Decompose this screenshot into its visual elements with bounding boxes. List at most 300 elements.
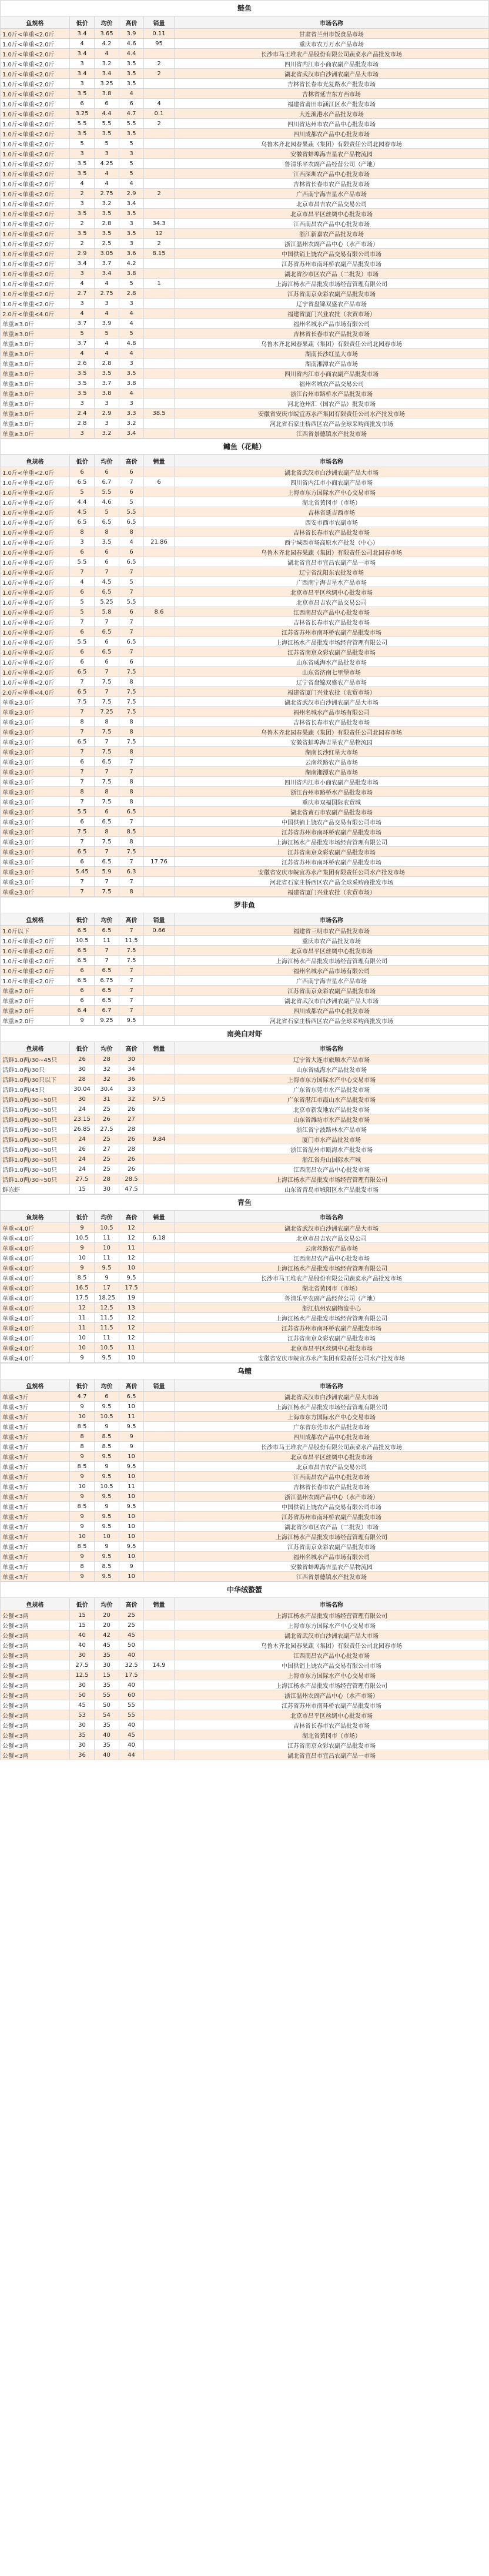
value-cell bbox=[144, 1174, 175, 1184]
value-cell bbox=[144, 1184, 175, 1194]
value-cell: 3.5 bbox=[119, 59, 144, 69]
table-row bbox=[1, 1253, 489, 1263]
value-cell bbox=[144, 1293, 175, 1303]
value-cell: 8.5 bbox=[95, 1562, 119, 1572]
market-cell: 吉林省长春市光复路水产批发市场 bbox=[175, 79, 489, 89]
market-cell: 广西南宁海吉星水产品市场 bbox=[175, 189, 489, 199]
value-cell: 8.5 bbox=[70, 1422, 95, 1432]
value-cell: 10 bbox=[70, 1253, 95, 1263]
column-header: 高价 bbox=[119, 455, 144, 467]
value-cell: 4 bbox=[119, 349, 144, 359]
value-cell: 50 bbox=[95, 1700, 119, 1710]
spec-cell: 单重≥3.0斤 bbox=[1, 757, 70, 767]
value-cell: 5.8 bbox=[95, 607, 119, 617]
spec-cell: 活鲜1.0两/45只 bbox=[1, 1084, 70, 1094]
value-cell: 7.5 bbox=[119, 956, 144, 966]
spec-cell: 单重≥3.0斤 bbox=[1, 877, 70, 887]
value-cell: 3.8 bbox=[95, 388, 119, 398]
value-cell: 3.5 bbox=[95, 209, 119, 219]
value-cell: 8 bbox=[95, 827, 119, 837]
table-row bbox=[1, 1353, 489, 1363]
spec-cell: 1.0斤<单重<2.0斤 bbox=[1, 59, 70, 69]
value-cell: 9 bbox=[119, 1432, 144, 1442]
market-cell: 四川省内江市小商农副产品批发市场 bbox=[175, 59, 489, 69]
value-cell bbox=[144, 557, 175, 567]
value-cell bbox=[144, 1144, 175, 1154]
market-cell: 上海江杨水产品批发市场经营管理有限公司 bbox=[175, 1174, 489, 1184]
table-row bbox=[1, 1562, 489, 1572]
table-row bbox=[1, 1660, 489, 1670]
market-cell: 河北省石家庄桥西区农产品全球采购商批发市场 bbox=[175, 418, 489, 428]
market-cell: 鲁清乐平农副产品经营公司（产地） bbox=[175, 1293, 489, 1303]
spec-cell: 1.0斤<单重<2.0斤 bbox=[1, 119, 70, 129]
table-row bbox=[1, 1243, 489, 1253]
value-cell: 6 bbox=[119, 467, 144, 477]
table-row bbox=[1, 857, 489, 867]
value-cell: 35 bbox=[95, 1650, 119, 1660]
market-cell: 吉林省长春市农产品批发市场 bbox=[175, 329, 489, 339]
spec-cell: 单重≥3.0斤 bbox=[1, 767, 70, 777]
column-header: 均价 bbox=[95, 16, 119, 29]
value-cell: 11 bbox=[119, 1412, 144, 1422]
value-cell: 31 bbox=[95, 1094, 119, 1104]
spec-cell: 1.0斤<单重<2.0斤 bbox=[1, 159, 70, 169]
value-cell: 4 bbox=[95, 279, 119, 289]
value-cell: 8.5 bbox=[95, 1442, 119, 1452]
market-cell: 福州名城水产品市场有限公司 bbox=[175, 966, 489, 976]
value-cell: 8 bbox=[119, 527, 144, 537]
spec-cell: 1.0斤<单重<2.0斤 bbox=[1, 517, 70, 527]
value-cell: 50 bbox=[70, 1690, 95, 1700]
value-cell: 3.65 bbox=[95, 29, 119, 39]
value-cell: 30 bbox=[70, 1740, 95, 1750]
value-cell: 9.5 bbox=[95, 1263, 119, 1273]
value-cell: 3.5 bbox=[70, 378, 95, 388]
value-cell: 8.5 bbox=[95, 1432, 119, 1442]
value-cell: 10 bbox=[119, 1492, 144, 1502]
value-cell bbox=[144, 179, 175, 189]
value-cell: 35 bbox=[70, 1730, 95, 1740]
value-cell bbox=[144, 1572, 175, 1582]
value-cell: 9 bbox=[119, 1562, 144, 1572]
value-cell: 15 bbox=[70, 1184, 95, 1194]
value-cell: 27.5 bbox=[95, 1124, 119, 1134]
value-cell bbox=[144, 717, 175, 727]
spec-cell: 公蟹<3两 bbox=[1, 1680, 70, 1690]
value-cell: 9 bbox=[70, 1353, 95, 1363]
spec-cell: 单重≥3.0斤 bbox=[1, 378, 70, 388]
value-cell: 40 bbox=[95, 1750, 119, 1760]
spec-cell: 单重<3斤 bbox=[1, 1492, 70, 1502]
spec-cell: 1.0斤<单重<2.0斤 bbox=[1, 209, 70, 219]
price-table bbox=[0, 1597, 489, 1760]
value-cell: 9.5 bbox=[95, 1472, 119, 1482]
spec-cell: 单重<3斤 bbox=[1, 1502, 70, 1512]
value-cell bbox=[144, 1016, 175, 1026]
spec-cell: 单重≥4.0斤 bbox=[1, 1353, 70, 1363]
table-row bbox=[1, 1006, 489, 1016]
table-row bbox=[1, 787, 489, 797]
value-cell: 3.5 bbox=[95, 229, 119, 239]
table-row bbox=[1, 1084, 489, 1094]
value-cell: 14.9 bbox=[144, 1660, 175, 1670]
market-cell: 乌鲁木齐北园春果蔬（集团）有限责任公司北园春市场 bbox=[175, 139, 489, 149]
value-cell: 4.8 bbox=[119, 339, 144, 349]
value-cell bbox=[144, 259, 175, 269]
table-row bbox=[1, 956, 489, 966]
value-cell: 7.5 bbox=[119, 667, 144, 677]
value-cell: 3.05 bbox=[95, 249, 119, 259]
spec-cell: 单重<3斤 bbox=[1, 1512, 70, 1522]
value-cell: 3.5 bbox=[70, 209, 95, 219]
value-cell: 5 bbox=[119, 159, 144, 169]
value-cell: 6 bbox=[70, 857, 95, 867]
spec-cell: 单重<3斤 bbox=[1, 1392, 70, 1402]
value-cell: 6 bbox=[119, 99, 144, 109]
value-cell: 7 bbox=[70, 887, 95, 897]
value-cell: 4.4 bbox=[119, 49, 144, 59]
value-cell: 2.5 bbox=[95, 239, 119, 249]
market-cell: 安徽省安庆市皖宜苏水产集团有限责任公司水产批发市场 bbox=[175, 408, 489, 418]
value-cell: 11 bbox=[119, 1343, 144, 1353]
value-cell: 11.5 bbox=[95, 1313, 119, 1323]
column-header: 销量 bbox=[144, 16, 175, 29]
value-cell: 6 bbox=[95, 807, 119, 817]
value-cell: 4 bbox=[95, 169, 119, 179]
value-cell: 34 bbox=[119, 1064, 144, 1074]
value-cell: 7.5 bbox=[95, 697, 119, 707]
value-cell: 8 bbox=[70, 1562, 95, 1572]
value-cell: 25 bbox=[119, 1620, 144, 1630]
value-cell: 6 bbox=[70, 587, 95, 597]
value-cell: 12.5 bbox=[95, 1303, 119, 1313]
spec-cell: 单重≥3.0斤 bbox=[1, 727, 70, 737]
table-row bbox=[1, 1630, 489, 1640]
value-cell: 4.4 bbox=[95, 109, 119, 119]
value-cell bbox=[144, 1422, 175, 1432]
spec-cell: 1.0斤<单重<2.0斤 bbox=[1, 936, 70, 946]
table-header-row bbox=[1, 16, 489, 29]
spec-cell: 单重≥2.0斤 bbox=[1, 1006, 70, 1016]
value-cell: 3.4 bbox=[70, 49, 95, 59]
value-cell: 6.3 bbox=[119, 867, 144, 877]
spec-cell: 公蟹<3两 bbox=[1, 1630, 70, 1640]
value-cell: 5.45 bbox=[70, 867, 95, 877]
market-cell: 浙江杭州农副物流中心 bbox=[175, 1303, 489, 1313]
spec-cell: 1.0斤<单重<2.0斤 bbox=[1, 946, 70, 956]
value-cell bbox=[144, 359, 175, 369]
market-cell: 乌鲁木齐北园春果蔬（集团）有限责任公司北园春市场 bbox=[175, 547, 489, 557]
spec-cell: 活鲜1.0两/30只以下 bbox=[1, 1074, 70, 1084]
table-row bbox=[1, 767, 489, 777]
value-cell bbox=[144, 1412, 175, 1422]
value-cell: 3 bbox=[70, 149, 95, 159]
value-cell: 11.5 bbox=[95, 1323, 119, 1333]
value-cell: 3.5 bbox=[70, 129, 95, 139]
table-row bbox=[1, 279, 489, 289]
table-row bbox=[1, 259, 489, 269]
table-row bbox=[1, 1482, 489, 1492]
value-cell: 10 bbox=[119, 1472, 144, 1482]
market-cell: 中国供销上饶农产品交易有限公司市场 bbox=[175, 1502, 489, 1512]
table-row bbox=[1, 1303, 489, 1313]
value-cell: 7.25 bbox=[95, 707, 119, 717]
value-cell: 33 bbox=[119, 1084, 144, 1094]
value-cell: 4 bbox=[144, 99, 175, 109]
market-cell: 北京市昌平区丝绸中心批发市场 bbox=[175, 209, 489, 219]
value-cell bbox=[144, 1006, 175, 1016]
market-cell: 湖北省武汉市白沙洲农副产品大市场 bbox=[175, 697, 489, 707]
value-cell bbox=[144, 1462, 175, 1472]
table-row bbox=[1, 497, 489, 507]
market-cell: 河北沧州汇（国农产品）批发市场 bbox=[175, 398, 489, 408]
value-cell bbox=[144, 49, 175, 59]
value-cell: 7 bbox=[70, 777, 95, 787]
value-cell bbox=[144, 587, 175, 597]
value-cell bbox=[144, 577, 175, 587]
value-cell: 3.7 bbox=[95, 259, 119, 269]
value-cell: 7 bbox=[95, 667, 119, 677]
market-cell: 浙江温州农副产品中心（水产市场） bbox=[175, 239, 489, 249]
value-cell: 6.5 bbox=[119, 1392, 144, 1402]
spec-cell: 公蟹<3两 bbox=[1, 1660, 70, 1670]
table-row bbox=[1, 1720, 489, 1730]
value-cell bbox=[144, 877, 175, 887]
table-row bbox=[1, 1472, 489, 1482]
value-cell: 11 bbox=[95, 1233, 119, 1243]
market-cell: 重庆市农万万水产品市场 bbox=[175, 39, 489, 49]
value-cell bbox=[144, 1670, 175, 1680]
market-cell: 江西南昌农产品中心批发市场 bbox=[175, 1164, 489, 1174]
table-row bbox=[1, 747, 489, 757]
table-row bbox=[1, 827, 489, 837]
market-cell: 湖南长沙红星大市场 bbox=[175, 747, 489, 757]
spec-cell: 2.0斤<单重<4.0斤 bbox=[1, 687, 70, 697]
spec-cell: 1.0斤<单重<2.0斤 bbox=[1, 657, 70, 667]
column-header: 低价 bbox=[70, 1211, 95, 1223]
market-cell: 北京市昌吉农产品交易公司 bbox=[175, 1462, 489, 1472]
spec-cell: 1.0斤<单重<2.0斤 bbox=[1, 129, 70, 139]
spec-cell: 单重<3斤 bbox=[1, 1442, 70, 1452]
value-cell: 35 bbox=[95, 1680, 119, 1690]
spec-cell: 活鲜1.0两/30只 bbox=[1, 1064, 70, 1074]
value-cell bbox=[144, 1392, 175, 1402]
value-cell: 6 bbox=[70, 99, 95, 109]
value-cell: 2.8 bbox=[119, 289, 144, 299]
market-cell: 河北省石家庄桥西区农产品全球采购商批发市场 bbox=[175, 877, 489, 887]
value-cell bbox=[144, 597, 175, 607]
value-cell: 3 bbox=[119, 149, 144, 159]
value-cell: 5 bbox=[95, 329, 119, 339]
price-table bbox=[0, 913, 489, 1026]
value-cell: 7.5 bbox=[95, 677, 119, 687]
value-cell: 3.6 bbox=[119, 249, 144, 259]
value-cell bbox=[144, 737, 175, 747]
value-cell bbox=[144, 159, 175, 169]
spec-cell: 单重≥3.0斤 bbox=[1, 359, 70, 369]
value-cell: 3.5 bbox=[95, 537, 119, 547]
column-header: 低价 bbox=[70, 16, 95, 29]
table-row bbox=[1, 1184, 489, 1194]
value-cell: 2.4 bbox=[70, 408, 95, 418]
spec-cell: 1.0斤<单重<2.0斤 bbox=[1, 507, 70, 517]
value-cell: 4 bbox=[70, 279, 95, 289]
spec-cell: 单重<4.0斤 bbox=[1, 1253, 70, 1263]
spec-cell: 单重≥3.0斤 bbox=[1, 817, 70, 827]
value-cell: 10.5 bbox=[70, 1233, 95, 1243]
value-cell: 3 bbox=[119, 359, 144, 369]
value-cell: 8 bbox=[70, 787, 95, 797]
value-cell: 2 bbox=[144, 239, 175, 249]
spec-cell: 单重≥3.0斤 bbox=[1, 737, 70, 747]
value-cell: 5 bbox=[95, 507, 119, 517]
value-cell bbox=[144, 79, 175, 89]
spec-cell: 活鲜1.0两/30~50只 bbox=[1, 1164, 70, 1174]
value-cell: 3.5 bbox=[119, 229, 144, 239]
column-header: 均价 bbox=[95, 1379, 119, 1392]
market-cell: 浙江省温州市瓯海水产批发市场 bbox=[175, 1144, 489, 1154]
value-cell: 40 bbox=[119, 1680, 144, 1690]
spec-cell: 单重≥3.0斤 bbox=[1, 388, 70, 398]
spec-cell: 1.0斤<单重<2.0斤 bbox=[1, 29, 70, 39]
spec-cell: 公蟹<3两 bbox=[1, 1720, 70, 1730]
value-cell: 3 bbox=[70, 199, 95, 209]
value-cell: 5.25 bbox=[95, 597, 119, 607]
value-cell bbox=[144, 1104, 175, 1114]
value-cell: 57.5 bbox=[144, 1094, 175, 1104]
value-cell: 8 bbox=[119, 787, 144, 797]
value-cell: 24 bbox=[70, 1104, 95, 1114]
value-cell bbox=[144, 797, 175, 807]
market-cell: 江苏省南京众彩农副产品批发市场 bbox=[175, 647, 489, 657]
table-row bbox=[1, 567, 489, 577]
table-row bbox=[1, 299, 489, 309]
value-cell: 7 bbox=[95, 956, 119, 966]
table-row bbox=[1, 867, 489, 877]
market-cell: 上海江杨水产品批发市场经营管理有限公司 bbox=[175, 1532, 489, 1542]
value-cell: 1 bbox=[144, 279, 175, 289]
table-row bbox=[1, 249, 489, 259]
market-cell: 乌鲁木齐北园春果蔬（集团）有限责任公司北园春市场 bbox=[175, 727, 489, 737]
spec-cell: 单重≥3.0斤 bbox=[1, 777, 70, 787]
table-row bbox=[1, 1502, 489, 1512]
spec-cell: 公蟹<3两 bbox=[1, 1640, 70, 1650]
value-cell: 6.5 bbox=[70, 956, 95, 966]
value-cell bbox=[144, 269, 175, 279]
market-cell: 山东省威海水产品批发市场 bbox=[175, 1064, 489, 1074]
value-cell: 2.8 bbox=[95, 359, 119, 369]
value-cell: 4.6 bbox=[119, 39, 144, 49]
table-row bbox=[1, 149, 489, 159]
column-header: 均价 bbox=[95, 1211, 119, 1223]
price-section bbox=[0, 1582, 489, 1760]
section-title: 青鱼 bbox=[0, 1194, 489, 1210]
spec-cell: 1.0斤<单重<2.0斤 bbox=[1, 477, 70, 487]
value-cell: 12 bbox=[119, 1313, 144, 1323]
value-cell: 3 bbox=[70, 428, 95, 438]
value-cell: 2 bbox=[70, 189, 95, 199]
market-cell: 四川成都农产品中心批发市场 bbox=[175, 1432, 489, 1442]
table-row bbox=[1, 807, 489, 817]
value-cell bbox=[144, 1323, 175, 1333]
value-cell: 9.5 bbox=[119, 1016, 144, 1026]
value-cell: 9 bbox=[95, 1542, 119, 1552]
spec-cell: 单重<3斤 bbox=[1, 1422, 70, 1432]
table-row bbox=[1, 627, 489, 637]
value-cell: 9 bbox=[70, 1552, 95, 1562]
market-cell: 广东省东莞市水产品批发市场 bbox=[175, 1422, 489, 1432]
value-cell bbox=[144, 129, 175, 139]
value-cell: 6.5 bbox=[95, 996, 119, 1006]
value-cell: 7 bbox=[95, 847, 119, 857]
spec-cell: 单重<4.0斤 bbox=[1, 1233, 70, 1243]
value-cell bbox=[144, 687, 175, 697]
value-cell bbox=[144, 1522, 175, 1532]
value-cell: 6 bbox=[70, 986, 95, 996]
value-cell: 7.5 bbox=[95, 837, 119, 847]
spec-cell: 1.0斤<单重<2.0斤 bbox=[1, 966, 70, 976]
table-row bbox=[1, 1054, 489, 1064]
table-row bbox=[1, 1124, 489, 1134]
market-cell: 上海江杨水产品批发市场经营管理有限公司 bbox=[175, 1680, 489, 1690]
market-cell: 广东省东莞市水产品批发市场 bbox=[175, 1084, 489, 1094]
market-cell: 长沙市马王堆农产品股份有限公司蔬菜水产品批发市场 bbox=[175, 1273, 489, 1283]
spec-cell: 1.0斤<单重<2.0斤 bbox=[1, 199, 70, 209]
value-cell: 54 bbox=[95, 1710, 119, 1720]
value-cell: 3.9 bbox=[95, 319, 119, 329]
market-cell: 辽宁省盘锦双盛农产品市场 bbox=[175, 677, 489, 687]
value-cell: 9.5 bbox=[95, 1552, 119, 1562]
table-row bbox=[1, 89, 489, 99]
market-cell: 上海江杨水产品批发市场经营管理有限公司 bbox=[175, 1313, 489, 1323]
table-row bbox=[1, 1134, 489, 1144]
price-table bbox=[0, 1210, 489, 1363]
section-title: 南美白对虾 bbox=[0, 1026, 489, 1041]
value-cell bbox=[144, 1562, 175, 1572]
value-cell: 28 bbox=[119, 1124, 144, 1134]
spec-cell: 1.0斤<单重<2.0斤 bbox=[1, 179, 70, 189]
table-row bbox=[1, 309, 489, 319]
market-cell: 湖北省武汉市白沙洲农副产品大市场 bbox=[175, 1392, 489, 1402]
column-header: 鱼规格 bbox=[1, 455, 70, 467]
market-cell: 江西南昌农产品中心批发市场 bbox=[175, 607, 489, 617]
spec-cell: 1.0斤<单重<2.0斤 bbox=[1, 189, 70, 199]
value-cell: 7.5 bbox=[95, 747, 119, 757]
table-row bbox=[1, 1064, 489, 1074]
value-cell: 4.7 bbox=[70, 1392, 95, 1402]
value-cell bbox=[144, 467, 175, 477]
value-cell: 23.15 bbox=[70, 1114, 95, 1124]
value-cell: 6 bbox=[95, 1392, 119, 1402]
value-cell: 6.5 bbox=[70, 946, 95, 956]
market-cell: 江苏省苏州市南环桥农副产品批发市场 bbox=[175, 259, 489, 269]
value-cell: 7 bbox=[70, 767, 95, 777]
value-cell: 6 bbox=[119, 547, 144, 557]
table-row bbox=[1, 99, 489, 109]
value-cell: 8 bbox=[119, 747, 144, 757]
spec-cell: 1.0斤<单重<2.0斤 bbox=[1, 527, 70, 537]
table-row bbox=[1, 1640, 489, 1650]
value-cell: 3.7 bbox=[70, 319, 95, 329]
column-header: 低价 bbox=[70, 1379, 95, 1392]
value-cell bbox=[144, 1074, 175, 1084]
value-cell bbox=[144, 1273, 175, 1283]
value-cell: 21.86 bbox=[144, 537, 175, 547]
value-cell: 25 bbox=[95, 1134, 119, 1144]
value-cell: 6 bbox=[119, 607, 144, 617]
value-cell: 13 bbox=[119, 1303, 144, 1313]
value-cell: 12 bbox=[119, 1233, 144, 1243]
